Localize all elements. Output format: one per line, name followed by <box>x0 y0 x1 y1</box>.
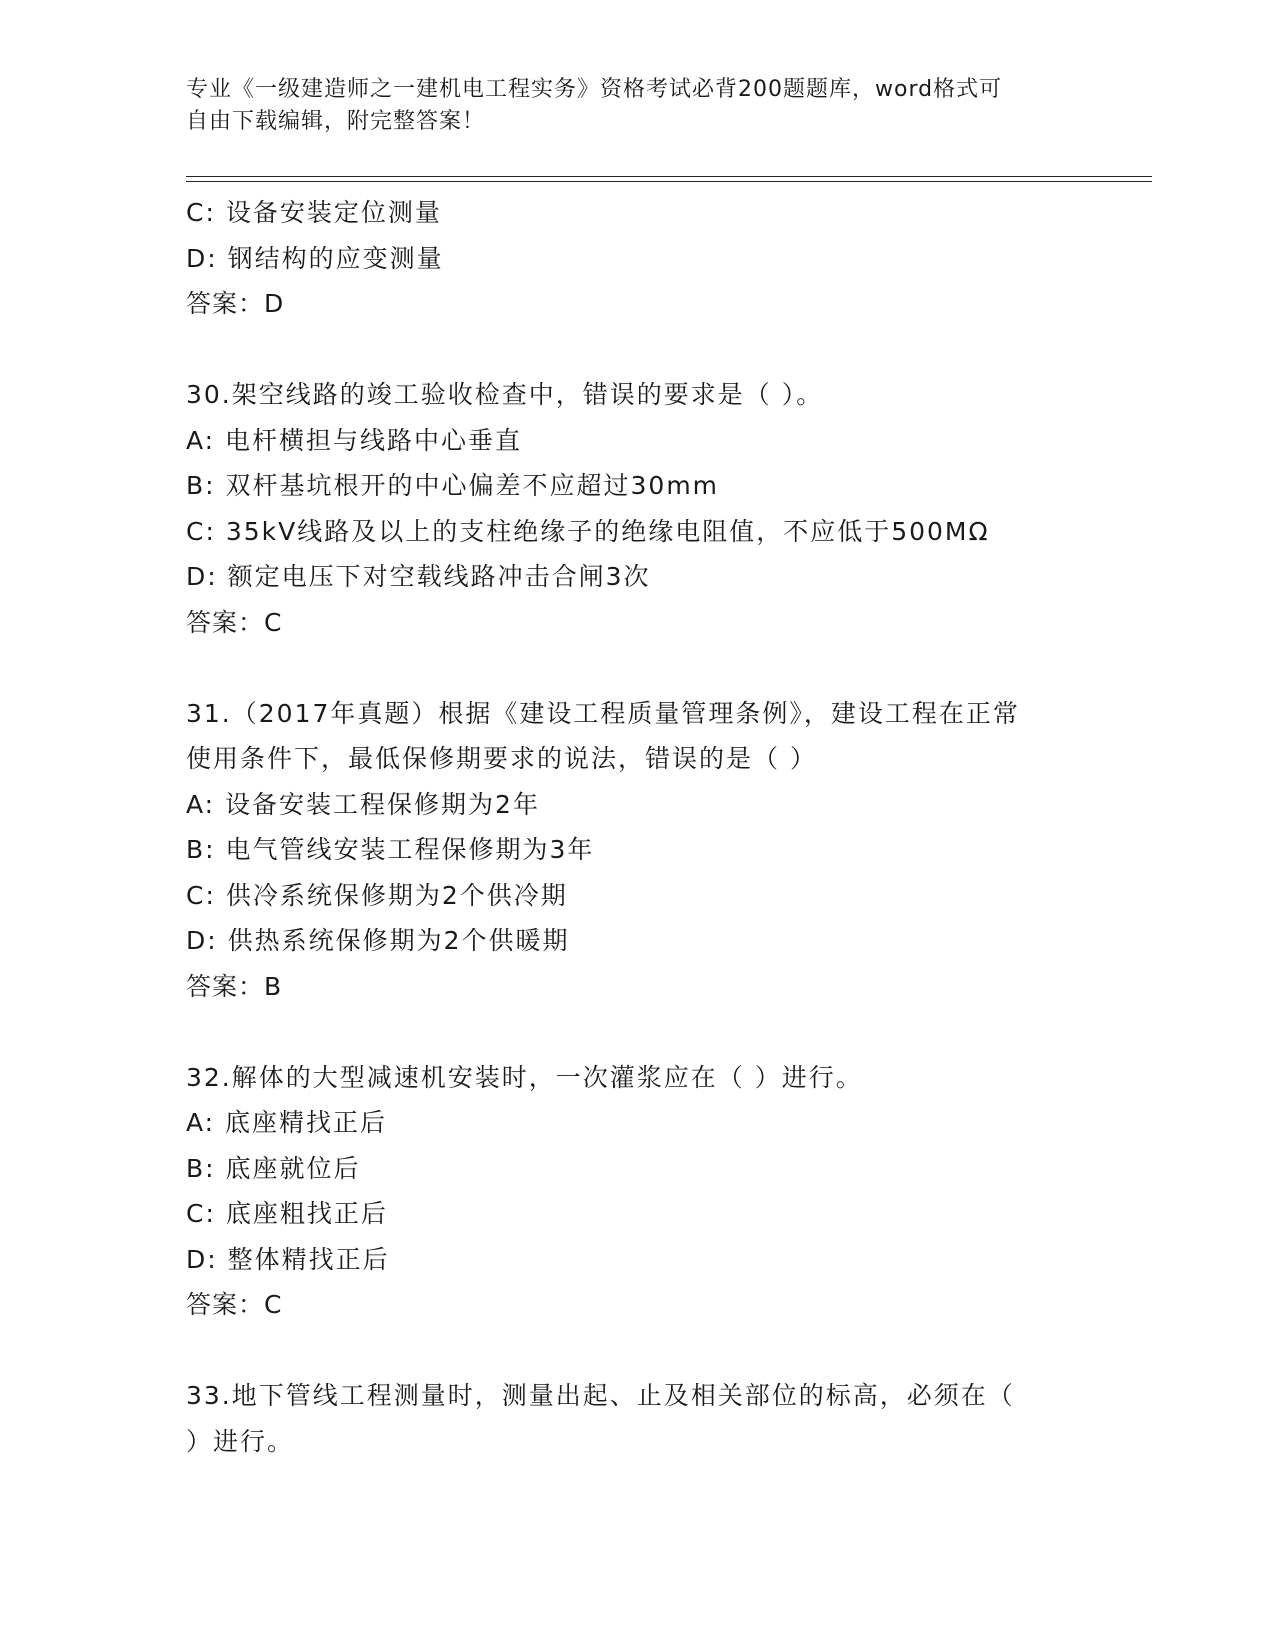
answer-label: 答案：D <box>186 289 285 318</box>
answer-label: 答案：C <box>186 607 283 637</box>
header-divider-bottom <box>186 181 1152 182</box>
question-content <box>186 190 1086 1464</box>
spacer <box>186 645 1086 691</box>
option-b: B: 底座就位后 <box>186 1153 361 1183</box>
question-stem-continued: ）进行。 <box>186 1426 295 1456</box>
spacer <box>186 1328 1086 1374</box>
question-stem: 30.架空线路的竣工验收检查中，错误的要求是（ ）。 <box>186 380 824 409</box>
option-a: A: 设备安装工程保修期为2年 <box>186 789 540 819</box>
option-b: B: 电气管线安装工程保修期为3年 <box>186 835 595 864</box>
question-stem-continued: 使用条件下，最低保修期要求的说法，错误的是（ ） <box>186 744 817 773</box>
answer-label: 答案：B <box>186 971 283 1001</box>
question-stem: 32.解体的大型减速机安装时，一次灌浆应在（ ）进行。 <box>186 1062 863 1092</box>
option-a: A: 电杆横担与线路中心垂直 <box>186 425 523 455</box>
option-c: C: 底座粗找正后 <box>186 1199 388 1228</box>
spacer <box>186 1009 1086 1055</box>
option-d: D: 钢结构的应变测量 <box>186 243 444 273</box>
header-divider-top <box>186 176 1152 177</box>
question-stem: 33.地下管线工程测量时，测量出起、止及相关部位的标高，必须在（ <box>186 1381 1015 1410</box>
option-c: C: 供冷系统保修期为2个供冷期 <box>186 880 568 910</box>
answer-label: 答案：C <box>186 1290 283 1319</box>
option-b: B: 双杆基坑根开的中心偏差不应超过30mm <box>186 471 720 500</box>
question-stem: 31.（2017年真题）根据《建设工程质量管理条例》，建设工程在正常 <box>186 698 1020 728</box>
option-d: D: 额定电压下对空载线路冲击合闸3次 <box>186 562 651 591</box>
header-line-1: 专业《一级建造师之一建机电工程实务》资格考试必背200题题库，word格式可 <box>186 77 1003 102</box>
spacer <box>186 327 1086 373</box>
option-d: D: 整体精找正后 <box>186 1244 390 1274</box>
option-c: C: 35kV线路及以上的支柱绝缘子的绝缘电阻值，不应低于500MΩ <box>186 516 990 546</box>
header-line-2: 自由下载编辑，附完整答案！ <box>186 109 486 134</box>
option-a: A: 底座精找正后 <box>186 1108 388 1137</box>
option-d: D: 供热系统保修期为2个供暖期 <box>186 926 570 955</box>
document-header <box>186 74 1086 138</box>
option-c: C: 设备安装定位测量 <box>186 198 442 227</box>
